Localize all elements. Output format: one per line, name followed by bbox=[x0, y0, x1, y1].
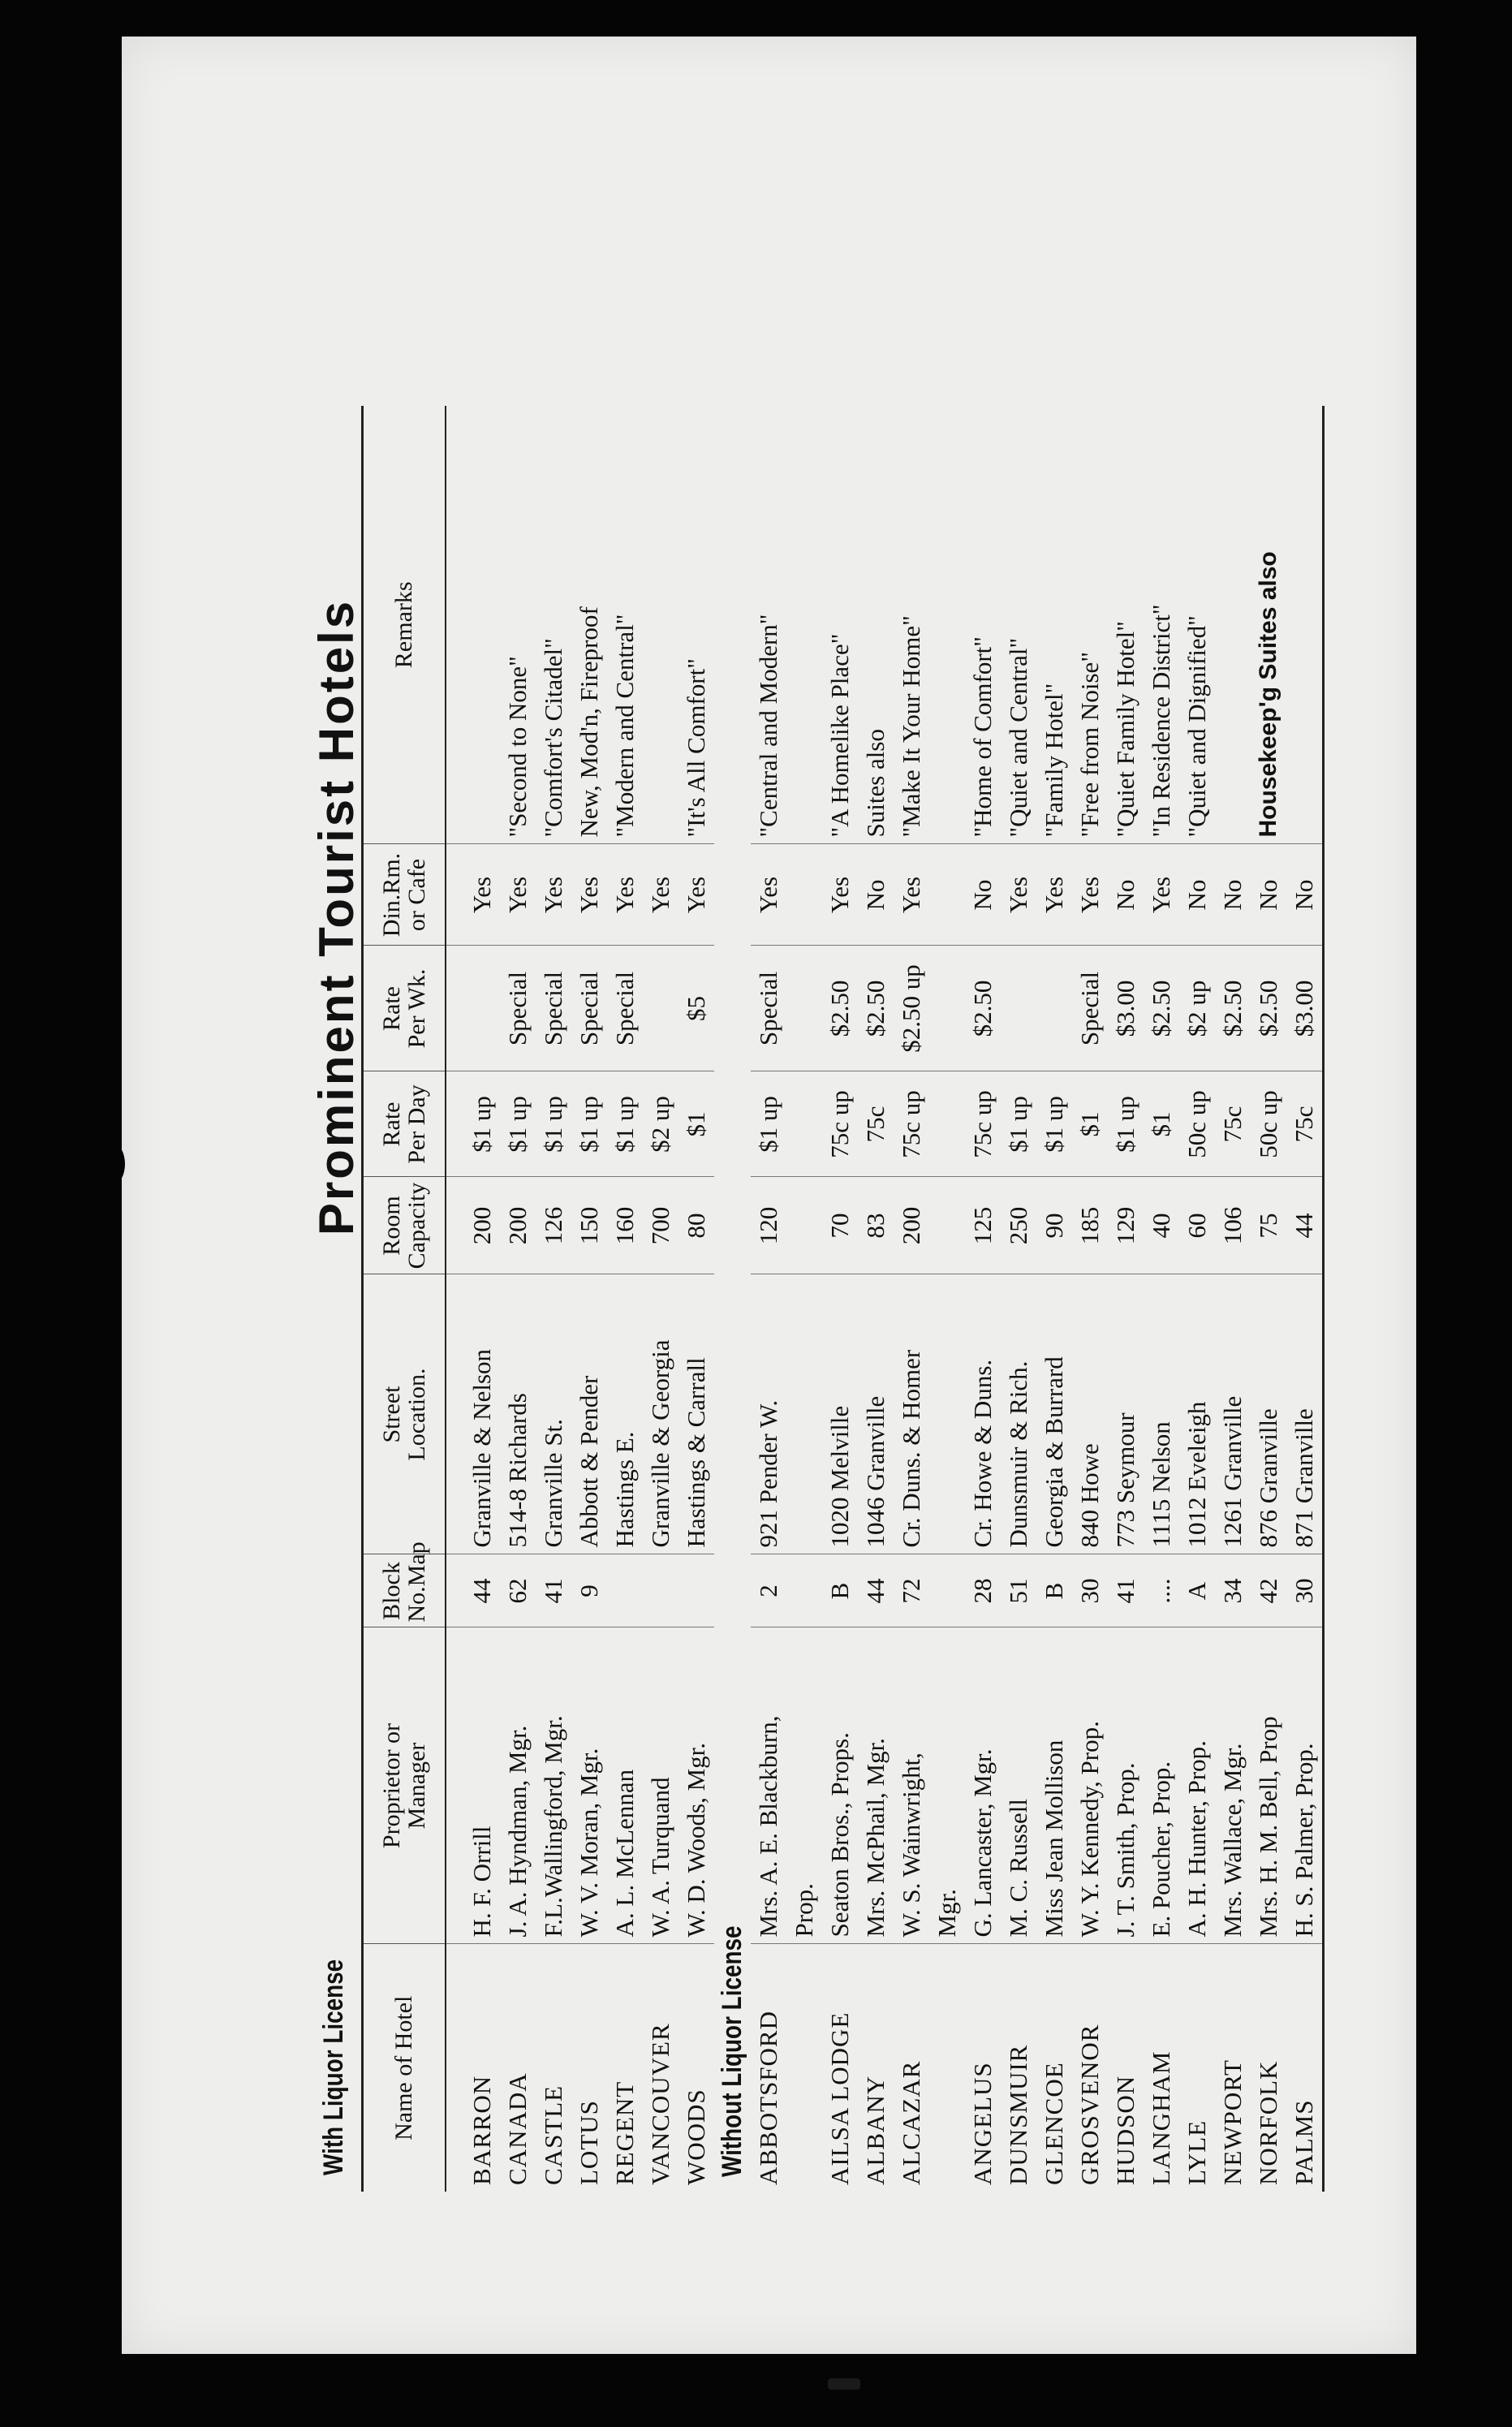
room-capacity: 40 bbox=[1144, 1177, 1179, 1274]
remarks: "Comfort's Citadel" bbox=[536, 406, 571, 844]
block-number: 72 bbox=[894, 1554, 929, 1627]
room-capacity: 120 bbox=[751, 1177, 786, 1274]
proprietor: Mrs. A. E. Blackburn, bbox=[751, 1627, 786, 1944]
hotel-name: CANADA bbox=[503, 2072, 532, 2185]
header-block: Block No.Map bbox=[363, 1554, 446, 1627]
block-number: 62 bbox=[500, 1554, 536, 1627]
table-row bbox=[1144, 406, 1179, 2192]
dining-room: Yes bbox=[643, 844, 678, 946]
rate-per-week: $2.50 bbox=[1215, 946, 1251, 1071]
table-row bbox=[500, 406, 536, 2192]
rate-per-week: Special bbox=[536, 946, 571, 1071]
rate-per-week: $2.50 bbox=[965, 946, 1001, 1071]
room-capacity: 185 bbox=[1072, 1177, 1108, 1274]
header-rate-week: Rate Per Wk. bbox=[363, 946, 446, 1071]
remarks: "Second to None" bbox=[500, 406, 536, 844]
header-remarks: Remarks bbox=[363, 406, 446, 844]
header-dining: Din.Rm. or Cafe bbox=[363, 844, 446, 946]
dining-room: Yes bbox=[1001, 844, 1036, 946]
hotel-name: NEWPORT bbox=[1218, 2059, 1247, 2185]
hotel-name: BARRON bbox=[467, 2075, 496, 2185]
block-number: 41 bbox=[536, 1554, 571, 1627]
rate-per-day: 75c bbox=[1215, 1071, 1251, 1177]
remarks bbox=[446, 406, 500, 844]
remarks bbox=[1286, 406, 1324, 844]
block-number: 30 bbox=[1072, 1554, 1108, 1627]
room-capacity: 44 bbox=[1286, 1177, 1324, 1274]
remarks bbox=[643, 406, 678, 844]
street-location: 1046 Granville bbox=[858, 1274, 894, 1554]
room-capacity: 106 bbox=[1215, 1177, 1251, 1274]
table-row bbox=[1286, 406, 1324, 2192]
rate-per-week bbox=[446, 946, 500, 1071]
rate-per-day: 75c bbox=[858, 1071, 894, 1177]
street-location: Hastings & Carrall bbox=[678, 1274, 714, 1554]
remarks: "Quiet Family Hotel" bbox=[1108, 406, 1144, 844]
hotel-name: CASTLE bbox=[539, 2084, 567, 2185]
street-location: 1261 Granville bbox=[1215, 1274, 1251, 1554]
hotel-name: NORFOLK bbox=[1254, 2060, 1282, 2185]
table-row bbox=[1108, 406, 1144, 2192]
block-number: .... bbox=[1144, 1554, 1179, 1627]
hotel-name: ALCAZAR bbox=[897, 2060, 925, 2185]
street-location: 871 Granville bbox=[1286, 1274, 1324, 1554]
remarks: New, Mod'n, Fireproof bbox=[571, 406, 607, 844]
street-location: Granville & Nelson bbox=[446, 1274, 500, 1554]
remarks: "Quiet and Central" bbox=[1001, 406, 1036, 844]
remarks: Suites also bbox=[858, 406, 894, 844]
block-number: 30 bbox=[1286, 1554, 1324, 1627]
proprietor: W. A. Turquand bbox=[643, 1627, 678, 1944]
remarks: "Home of Comfort" bbox=[965, 406, 1001, 844]
hotel-name: WOODS bbox=[682, 2089, 710, 2185]
street-location: 1115 Nelson bbox=[1144, 1274, 1179, 1554]
table-row bbox=[1001, 406, 1036, 2192]
rate-per-week: $2.50 bbox=[1251, 946, 1286, 1071]
block-number bbox=[643, 1554, 678, 1627]
block-number bbox=[678, 1554, 714, 1627]
dining-room: No bbox=[1215, 844, 1251, 946]
proprietor: J. T. Smith, Prop. bbox=[1108, 1627, 1144, 1944]
rate-per-day: $1 bbox=[1144, 1071, 1179, 1177]
rate-per-week: Special bbox=[751, 946, 786, 1071]
table-row bbox=[822, 406, 858, 2192]
section-row bbox=[714, 406, 751, 2192]
remarks: "It's All Comfort" bbox=[678, 406, 714, 844]
room-capacity: 129 bbox=[1108, 1177, 1144, 1274]
hotel-name: HUDSON bbox=[1111, 2075, 1139, 2185]
rate-per-day: 75c up bbox=[894, 1071, 929, 1177]
table-row bbox=[571, 406, 607, 2192]
header-rate-day: Rate Per Day bbox=[363, 1071, 446, 1177]
dining-room: Yes bbox=[751, 844, 786, 946]
dining-room: No bbox=[1251, 844, 1286, 946]
block-number bbox=[607, 1554, 643, 1627]
block-number: 51 bbox=[1001, 1554, 1036, 1627]
proprietor-continued: Mgr. bbox=[929, 1627, 965, 1944]
room-capacity: 83 bbox=[858, 1177, 894, 1274]
header-name: Name of Hotel bbox=[363, 1944, 446, 2192]
room-capacity: 90 bbox=[1036, 1177, 1072, 1274]
section-label-with-license: With Liquor License bbox=[318, 1959, 349, 2175]
dining-room: Yes bbox=[446, 844, 500, 946]
header-street: Street Location. bbox=[363, 1274, 446, 1554]
proprietor: M. C. Russell bbox=[1001, 1627, 1036, 1944]
rate-per-week: Special bbox=[500, 946, 536, 1071]
street-location: Granville St. bbox=[536, 1274, 571, 1554]
hotel-name: ANGELUS bbox=[968, 2062, 997, 2185]
header-proprietor: Proprietor or Manager bbox=[363, 1627, 446, 1944]
hotel-name: REGENT bbox=[610, 2080, 639, 2185]
remarks: "A Homelike Place" bbox=[822, 406, 858, 844]
rate-per-week: Special bbox=[571, 946, 607, 1071]
rate-per-week: Special bbox=[1072, 946, 1108, 1071]
proprietor: Mrs. H. M. Bell, Prop bbox=[1251, 1627, 1286, 1944]
hotel-name: PALMS bbox=[1290, 2099, 1318, 2185]
proprietor: W. D. Woods, Mgr. bbox=[678, 1627, 714, 1944]
page-title: Prominent Tourist Hotels bbox=[309, 598, 364, 1236]
street-location: Abbott & Pender bbox=[571, 1274, 607, 1554]
rate-per-week bbox=[643, 946, 678, 1071]
room-capacity: 700 bbox=[643, 1177, 678, 1274]
remarks bbox=[1215, 406, 1251, 844]
table-row bbox=[1251, 406, 1286, 2192]
rate-per-week: $5 bbox=[678, 946, 714, 1071]
table-row bbox=[643, 406, 678, 2192]
dining-room: Yes bbox=[607, 844, 643, 946]
proprietor: E. Poucher, Prop. bbox=[1144, 1627, 1179, 1944]
block-number: 9 bbox=[571, 1554, 607, 1627]
proprietor: A. L. McLennan bbox=[607, 1627, 643, 1944]
dining-room: Yes bbox=[894, 844, 929, 946]
street-location: 876 Granville bbox=[1251, 1274, 1286, 1554]
street-location: Cr. Howe & Duns. bbox=[965, 1274, 1001, 1554]
table-row bbox=[607, 406, 643, 2192]
rate-per-day: $1 up bbox=[500, 1071, 536, 1177]
remarks: Housekeep'g Suites also bbox=[1251, 406, 1286, 844]
street-location: 514-8 Richards bbox=[500, 1274, 536, 1554]
street-location: Georgia & Burrard bbox=[1036, 1274, 1072, 1554]
table-row bbox=[1072, 406, 1108, 2192]
remarks: "Modern and Central" bbox=[607, 406, 643, 844]
rate-per-day: 75c up bbox=[965, 1071, 1001, 1177]
remarks: "Central and Modern" bbox=[751, 406, 786, 844]
proprietor-continued: Prop. bbox=[786, 1627, 822, 1944]
hotel-name: DUNSMUIR bbox=[1004, 2044, 1032, 2185]
room-capacity: 250 bbox=[1001, 1177, 1036, 1274]
rate-per-day: $1 up bbox=[446, 1071, 500, 1177]
street-location: 921 Pender W. bbox=[751, 1274, 786, 1554]
room-capacity: 80 bbox=[678, 1177, 714, 1274]
hotel-table bbox=[361, 406, 1325, 2192]
street-location: 773 Seymour bbox=[1108, 1274, 1144, 1554]
street-location: Hastings E. bbox=[607, 1274, 643, 1554]
dining-room: Yes bbox=[536, 844, 571, 946]
rate-per-day: 50c up bbox=[1179, 1071, 1215, 1177]
rate-per-day: 50c up bbox=[1251, 1071, 1286, 1177]
rate-per-week: $2.50 bbox=[1144, 946, 1179, 1071]
table-header-row bbox=[363, 406, 446, 2192]
remarks: "Family Hotel" bbox=[1036, 406, 1072, 844]
rate-per-day: $2 up bbox=[643, 1071, 678, 1177]
room-capacity: 126 bbox=[536, 1177, 571, 1274]
proprietor: G. Lancaster, Mgr. bbox=[965, 1627, 1001, 1944]
rate-per-day: 75c bbox=[1286, 1071, 1324, 1177]
rate-per-day: $1 up bbox=[607, 1071, 643, 1177]
rate-per-week bbox=[1001, 946, 1036, 1071]
table-row bbox=[446, 406, 500, 2192]
table-row bbox=[1179, 406, 1215, 2192]
street-location: 840 Howe bbox=[1072, 1274, 1108, 1554]
rate-per-day: $1 up bbox=[1108, 1071, 1144, 1177]
hotel-name: ALBANY bbox=[861, 2075, 890, 2185]
table-row-continuation bbox=[786, 406, 822, 2192]
room-capacity: 200 bbox=[500, 1177, 536, 1274]
table-row bbox=[751, 406, 786, 2192]
remarks: "In Residence District" bbox=[1144, 406, 1179, 844]
rate-per-day: $1 bbox=[678, 1071, 714, 1177]
rotated-sheet bbox=[300, 211, 1404, 2240]
scan-speck bbox=[828, 2378, 860, 2390]
proprietor: W. V. Moran, Mgr. bbox=[571, 1627, 607, 1944]
hotel-name: GLENCOE bbox=[1040, 2062, 1068, 2185]
hotel-name: LANGHAM bbox=[1147, 2050, 1175, 2185]
dining-room: No bbox=[965, 844, 1001, 946]
table-row bbox=[1215, 406, 1251, 2192]
dining-room: Yes bbox=[500, 844, 536, 946]
rate-per-day: 75c up bbox=[822, 1071, 858, 1177]
proprietor: J. A. Hyndman, Mgr. bbox=[500, 1627, 536, 1944]
proprietor: W. Y. Kennedy, Prop. bbox=[1072, 1627, 1108, 1944]
block-number: 41 bbox=[1108, 1554, 1144, 1627]
street-location: Granville & Georgia bbox=[643, 1274, 678, 1554]
rate-per-week: $2.50 up bbox=[894, 946, 929, 1071]
rate-per-day: $1 bbox=[1072, 1071, 1108, 1177]
block-number: B bbox=[822, 1554, 858, 1627]
hotel-name: ABBOTSFORD bbox=[754, 2011, 782, 2185]
block-number: 34 bbox=[1215, 1554, 1251, 1627]
table-row bbox=[965, 406, 1001, 2192]
rate-per-day: $1 up bbox=[571, 1071, 607, 1177]
table-row bbox=[1036, 406, 1072, 2192]
room-capacity: 150 bbox=[571, 1177, 607, 1274]
room-capacity: 200 bbox=[894, 1177, 929, 1274]
street-location: Dunsmuir & Rich. bbox=[1001, 1274, 1036, 1554]
rate-per-week: $3.00 bbox=[1108, 946, 1144, 1071]
proprietor: Mrs. Wallace, Mgr. bbox=[1215, 1627, 1251, 1944]
room-capacity: 125 bbox=[965, 1177, 1001, 1274]
proprietor: F.L.Wallingford, Mgr. bbox=[536, 1627, 571, 1944]
hotel-name: GROSVENOR bbox=[1075, 2024, 1104, 2185]
street-location: Cr. Duns. & Homer bbox=[894, 1274, 929, 1554]
hotel-name: AILSA LODGE bbox=[825, 2011, 854, 2185]
table-row-continuation bbox=[929, 406, 965, 2192]
room-capacity: 70 bbox=[822, 1177, 858, 1274]
rate-per-day: $1 up bbox=[536, 1071, 571, 1177]
table-row bbox=[858, 406, 894, 2192]
hotel-name: LOTUS bbox=[575, 2100, 603, 2185]
table-row bbox=[536, 406, 571, 2192]
dining-room: No bbox=[1286, 844, 1324, 946]
hotel-name: VANCOUVER bbox=[646, 2023, 674, 2185]
binding-hole bbox=[104, 1145, 125, 1183]
hotel-name: LYLE bbox=[1182, 2119, 1211, 2185]
rate-per-week: $2 up bbox=[1179, 946, 1215, 1071]
rate-per-week: $2.50 bbox=[822, 946, 858, 1071]
street-location: 1020 Melville bbox=[822, 1274, 858, 1554]
proprietor: Miss Jean Mollison bbox=[1036, 1627, 1072, 1944]
room-capacity: 60 bbox=[1179, 1177, 1215, 1274]
block-number: A bbox=[1179, 1554, 1215, 1627]
dining-room: Yes bbox=[1144, 844, 1179, 946]
dining-room: No bbox=[858, 844, 894, 946]
proprietor: Mrs. McPhail, Mgr. bbox=[858, 1627, 894, 1944]
room-capacity: 200 bbox=[446, 1177, 500, 1274]
block-number: 28 bbox=[965, 1554, 1001, 1627]
block-number: 44 bbox=[858, 1554, 894, 1627]
dining-room: Yes bbox=[1036, 844, 1072, 946]
rate-per-week bbox=[1036, 946, 1072, 1071]
room-capacity: 75 bbox=[1251, 1177, 1286, 1274]
rate-per-day: $1 up bbox=[1036, 1071, 1072, 1177]
dining-room: Yes bbox=[571, 844, 607, 946]
dining-room: Yes bbox=[822, 844, 858, 946]
remarks: "Quiet and Dignified" bbox=[1179, 406, 1215, 844]
dining-room: Yes bbox=[1072, 844, 1108, 946]
table-row bbox=[678, 406, 714, 2192]
table-row bbox=[894, 406, 929, 2192]
remarks: "Make It Your Home" bbox=[894, 406, 929, 844]
proprietor: Seaton Bros., Props. bbox=[822, 1627, 858, 1944]
rate-per-week: $3.00 bbox=[1286, 946, 1324, 1071]
block-number: B bbox=[1036, 1554, 1072, 1627]
room-capacity: 160 bbox=[607, 1177, 643, 1274]
rate-per-day: $1 up bbox=[751, 1071, 786, 1177]
proprietor: W. S. Wainwright, bbox=[894, 1627, 929, 1944]
dining-room: No bbox=[1108, 844, 1144, 946]
block-number: 2 bbox=[751, 1554, 786, 1627]
proprietor: A. H. Hunter, Prop. bbox=[1179, 1627, 1215, 1944]
block-number: 42 bbox=[1251, 1554, 1286, 1627]
rate-per-day: $1 up bbox=[1001, 1071, 1036, 1177]
rate-per-week: Special bbox=[607, 946, 643, 1071]
remarks: "Free from Noise" bbox=[1072, 406, 1108, 844]
street-location: 1012 Eveleigh bbox=[1179, 1274, 1215, 1554]
rate-per-week: $2.50 bbox=[858, 946, 894, 1071]
header-capacity: Room Capacity bbox=[363, 1177, 446, 1274]
proprietor: H. S. Palmer, Prop. bbox=[1286, 1627, 1324, 1944]
section-label-without-license: Without Liquor License bbox=[717, 1925, 747, 2177]
dining-room: Yes bbox=[678, 844, 714, 946]
block-number: 44 bbox=[446, 1554, 500, 1627]
proprietor: H. F. Orrill bbox=[446, 1627, 500, 1944]
dining-room: No bbox=[1179, 844, 1215, 946]
